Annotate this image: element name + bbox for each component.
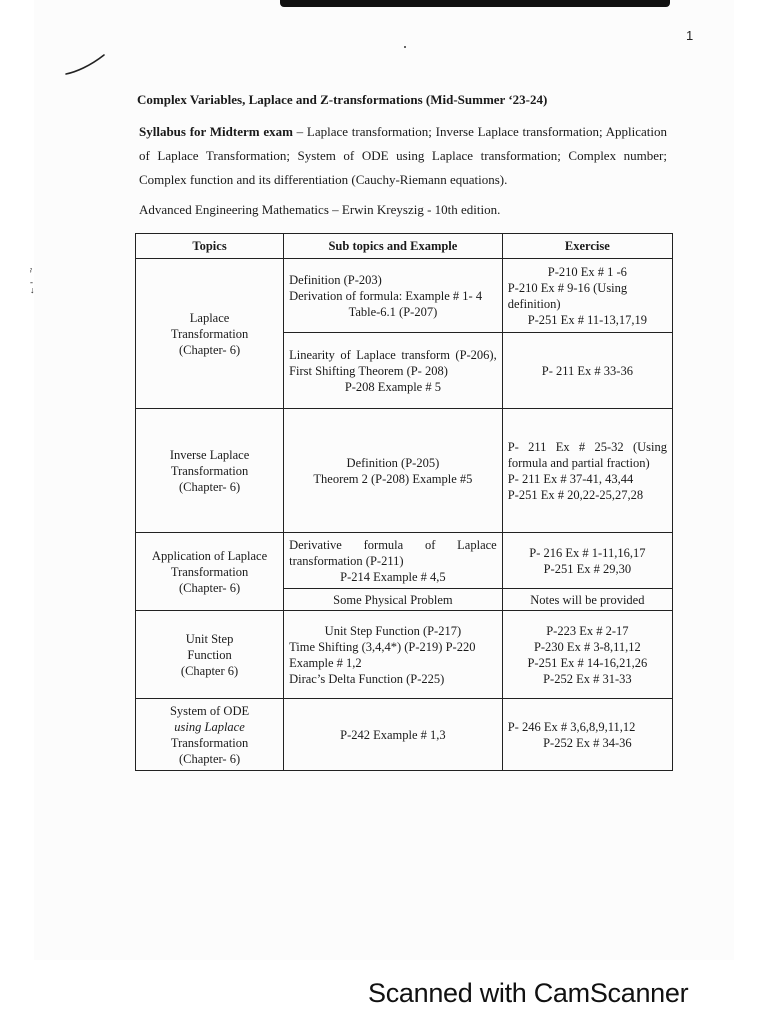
topic-line: (Chapter- 6) [178,479,241,494]
exercise-line: P- 211 Ex # 25-32 (Using formula and partial fraction) [507,439,667,470]
exercise-inverse-laplace [502,409,672,533]
syllabus-paragraph [139,120,667,192]
subtopic-line: Derivation of formula: Example # 1- 4 [289,288,483,303]
subtopic-line: Dirac’s Delta Function (P-225) [289,671,445,686]
exercise-line: P-210 Ex # 9-16 (Using definition) [507,280,628,311]
subtopic-line: Unit Step Function (P-217) [324,623,462,638]
table-row-system-ode [136,699,673,771]
topic-line: Transformation [170,326,249,341]
exercise-line: P- 216 Ex # 1-11,16,17 [529,545,646,560]
exercise-line: P-251 Ex # 20,22-25,27,28 [507,487,644,502]
header-exercise: Exercise [502,234,672,259]
exercise-laplace-linearity: P- 211 Ex # 33-36 [502,333,672,409]
exercise-line: P-251 Ex # 14-16,21,26 [527,655,648,670]
topic-inverse-laplace [136,409,284,533]
topic-system-ode [136,699,284,771]
topic-unit-step [136,611,284,699]
topic-line: Transformation [170,463,249,478]
exercise-line: P-230 Ex # 3-8,11,12 [533,639,641,654]
exercise-line: P-252 Ex # 34-36 [543,735,632,750]
header-subtopics: Sub topics and Example [284,234,503,259]
page-number: 1 [686,28,694,43]
subtopic-line: Example # 1,2 [289,655,362,670]
subtopic-inverse-laplace [284,409,503,533]
topic-line: Inverse Laplace [169,447,250,462]
camscanner-watermark: Scanned with CamScanner [368,978,689,1008]
topic-laplace [136,259,284,409]
exercise-line: P-251 Ex # 29,30 [543,561,632,576]
table-row-application-1 [136,533,673,589]
exercise-system-ode [502,699,672,771]
syllabus-label: Syllabus for Midterm exam [139,124,293,139]
syllabus-text: – Laplace transformation; Inverse Laplace transformation; Application of Laplace Transformation; System of ODE using Laplace transformation; Complex number; Complex function and its differentiation (Cauchy-Riemann equations). [139,124,667,187]
exercise-line: P-210 Ex # 1 -6 [547,264,627,279]
exercise-unit-step [502,611,672,699]
table-row-laplace-1 [136,259,673,333]
speck-mark [404,46,406,48]
exercise-line: P-252 Ex # 31-33 [543,671,632,686]
topic-line: using Laplace [174,719,245,734]
topic-line: Function [187,647,232,662]
subtopic-unit-step [284,611,503,699]
subtopic-line: Theorem 2 (P-208) Example #5 [313,471,473,486]
topic-line: (Chapter- 6) [178,342,241,357]
subtopic-line: Definition (P-203) [289,272,382,287]
scan-edge-shadow [280,0,670,7]
subtopic-line: Definition (P-205) [346,455,440,470]
subtopic-laplace-definition [284,259,503,333]
header-topics: Topics [136,234,284,259]
table-row-unit-step [136,611,673,699]
topic-line: (Chapter- 6) [178,751,241,766]
exercise-laplace-definition [502,259,672,333]
binding-edge-marks: , ' - ↓ [30,261,35,295]
topic-line: Application of Laplace [151,548,268,563]
topic-line: Transformation [170,564,249,579]
topic-line: Transformation [170,735,249,750]
topic-line: (Chapter 6) [180,663,239,678]
topic-line: Laplace [189,310,230,325]
topic-line: Unit Step [185,631,234,646]
exercise-application-derivative [502,533,672,589]
table-row-inverse-laplace [136,409,673,533]
subtopic-line: Derivative formula of Laplace transformation (P-211) [289,537,497,568]
syllabus-table [135,233,673,771]
subtopic-line: Table-6.1 (P-207) [348,304,438,319]
exercise-line: P-251 Ex # 11-13,17,19 [527,312,648,327]
exercise-line: P-223 Ex # 2-17 [546,623,629,638]
reference-book: Advanced Engineering Mathematics – Erwin Kreyszig - 10th edition. [139,202,501,217]
exercise-line: P- 246 Ex # 3,6,8,9,11,12 [507,719,636,734]
exercise-notes: Notes will be provided [502,589,672,611]
table-header-row [136,234,673,259]
document-title: Complex Variables, Laplace and Z-transformations (Mid-Summer ‘23-24) [137,92,548,107]
subtopic-line: Linearity of Laplace transform (P-206), First Shifting Theorem (P- 208) [289,347,497,378]
topic-line: System of ODE [169,703,250,718]
subtopic-system-ode: P-242 Example # 1,3 [284,699,503,771]
pen-stroke-mark [64,52,108,78]
subtopic-laplace-linearity [284,333,503,409]
subtopic-line: Time Shifting (3,4,4*) (P-219) P-220 [289,639,476,654]
topic-application [136,533,284,611]
subtopic-line: P-208 Example # 5 [344,379,441,394]
exercise-line: P- 211 Ex # 37-41, 43,44 [507,471,634,486]
subtopic-application-derivative [284,533,503,589]
subtopic-physical-problem: Some Physical Problem [284,589,503,611]
subtopic-line: P-214 Example # 4,5 [340,569,446,584]
topic-line: (Chapter- 6) [178,580,241,595]
